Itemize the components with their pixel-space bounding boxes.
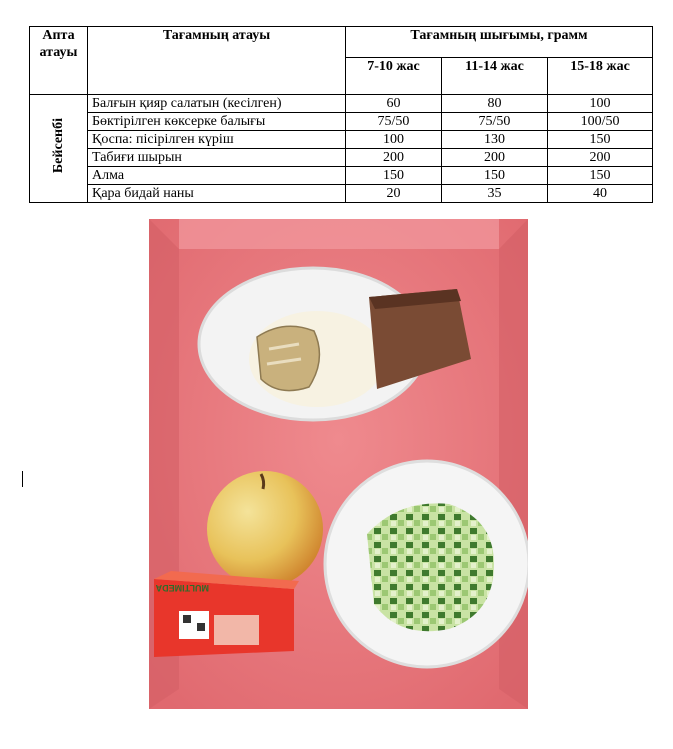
table-row [30,149,653,167]
yield-7-10: 200 [346,149,442,167]
day-cell [30,95,88,203]
cucumber-salad [367,503,494,631]
header-age-11-14: 11-14 жас [442,58,548,95]
yield-11-14: 150 [442,167,548,185]
tray-edge-right [499,219,528,709]
yield-15-18: 100/50 [548,113,653,131]
fish [257,326,319,390]
nutrition-table [29,26,653,203]
yield-7-10: 150 [346,167,442,185]
table-row [30,113,653,131]
yield-11-14: 80 [442,95,548,113]
apple [207,471,323,587]
dish-name: Табиғи шырын [88,149,346,167]
dish-name: Балғын қияр салатын (кесілген) [88,95,346,113]
yield-11-14: 35 [442,185,548,203]
yield-15-18: 200 [548,149,653,167]
table-row [30,185,653,203]
juice-box-label: MULTIMEDA [155,583,209,593]
table-row [30,167,653,185]
header-dish: Тағамның атауы [88,27,346,95]
header-week: Апта атауы [30,27,88,95]
table-row [30,131,653,149]
yield-11-14: 130 [442,131,548,149]
yield-11-14: 200 [442,149,548,167]
tray-edge-top [179,219,499,249]
yield-15-18: 150 [548,131,653,149]
text-cursor [22,471,23,487]
yield-11-14: 75/50 [442,113,548,131]
day-label: Бейсенбі [50,118,66,174]
meal-photo [149,219,528,709]
dish-name: Қара бидай наны [88,185,346,203]
yield-7-10: 20 [346,185,442,203]
dish-name: Бөктірілген көксерке балығы [88,113,346,131]
juice-box [154,571,299,657]
yield-15-18: 150 [548,167,653,185]
header-age-15-18: 15-18 жас [548,58,653,95]
cucumber-bowl [325,461,528,667]
yield-15-18: 40 [548,185,653,203]
dish-name: Алма [88,167,346,185]
header-age-7-10: 7-10 жас [346,58,442,95]
dish-name: Қоспа: пісірілген күріш [88,131,346,149]
yield-7-10: 100 [346,131,442,149]
yield-15-18: 100 [548,95,653,113]
yield-7-10: 60 [346,95,442,113]
yield-7-10: 75/50 [346,113,442,131]
table-row [30,95,653,113]
header-yield: Тағамның шығымы, грамм [346,27,653,58]
